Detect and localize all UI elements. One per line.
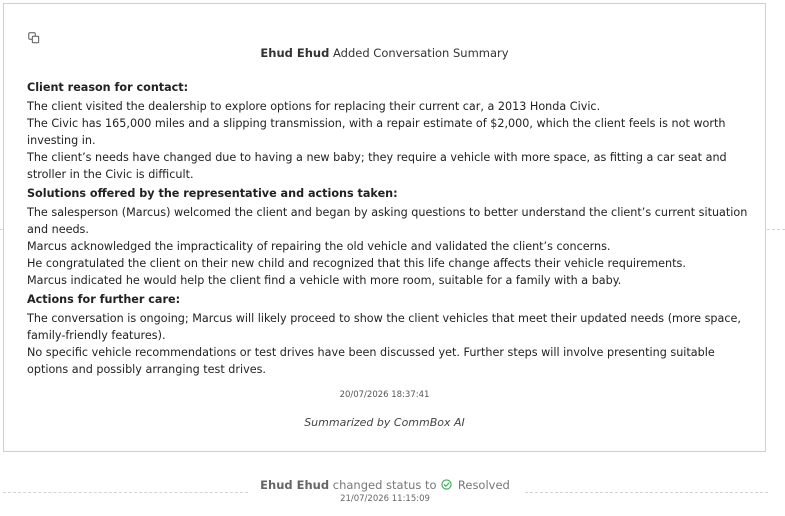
- summary-line: The client visited the dealership to explore options for replacing their current car, a 2013 Honda Civic.: [27, 100, 601, 113]
- summary-timestamp: 20/07/2026 18:37:41: [339, 390, 430, 400]
- copy-icon[interactable]: [28, 29, 40, 41]
- status-change-event: [0, 478, 770, 493]
- summary-line: The Civic has 165,000 miles and a slipping transmission, with a repair estimate of $2,000, which the client feels is not worth investing in.: [27, 117, 726, 147]
- summary-header: [4, 46, 765, 60]
- summarized-by-label: Summarized by CommBox AI: [304, 416, 465, 429]
- summary-line: Marcus indicated he would help the client find a vehicle with more room, suitable for a family with a baby.: [27, 274, 622, 287]
- summary-line: No specific vehicle recommendations or test drives have been discussed yet. Further steps will involve presenting suitable options and possibly arranging test drives.: [27, 346, 715, 376]
- summary-author: Ehud Ehud: [260, 46, 330, 60]
- summary-line: Marcus acknowledged the impracticality of repairing the old vehicle and validated the client’s concerns.: [27, 240, 611, 253]
- section-title-solutions: Solutions offered by the representative and actions taken:: [27, 187, 398, 200]
- summary-line: The salesperson (Marcus) welcomed the client and began by asking questions to better understand the client’s current situation and needs.: [27, 206, 748, 236]
- status-timestamp: 21/07/2026 11:15:09: [340, 494, 430, 504]
- conversation-summary-card: [3, 3, 766, 452]
- section-title-reason: Client reason for contact:: [27, 81, 189, 94]
- check-circle-icon: [441, 479, 452, 493]
- summary-content: [27, 77, 752, 378]
- summary-line: The conversation is ongoing; Marcus will likely proceed to show the client vehicles that meet their updated needs (more space, family-friendly features).: [27, 312, 741, 342]
- section-title-further-care: Actions for further care:: [27, 293, 181, 306]
- summary-line: He congratulated the client on their new child and recognized that this life change affects their vehicle requirements.: [27, 257, 686, 270]
- summary-line: The client’s needs have changed due to having a new baby; they require a vehicle with more space, as fitting a car seat and stroller in the Civic is difficult.: [27, 151, 727, 181]
- divider-line-right-top: [767, 229, 785, 230]
- status-value: Resolved: [457, 478, 510, 492]
- status-action: changed status to: [332, 478, 437, 492]
- summary-action: Added Conversation Summary: [333, 46, 509, 60]
- status-author: Ehud Ehud: [260, 478, 330, 492]
